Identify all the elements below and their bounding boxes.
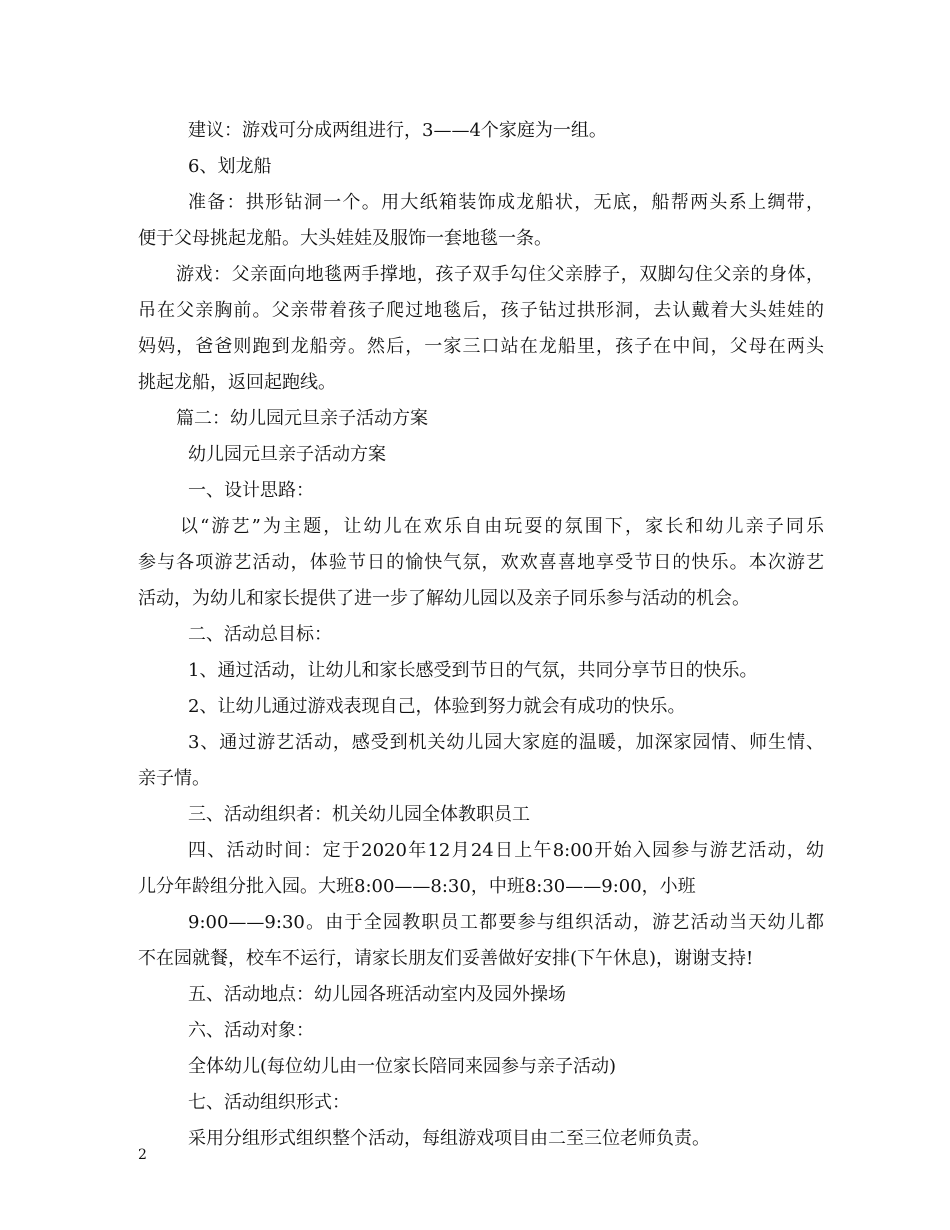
text-line: 亲子情。: [138, 768, 210, 789]
text-line: 3、通过游艺活动，感受到机关幼儿园大家庭的温暖，加深家园情、师生情、: [188, 732, 824, 753]
text-line: 采用分组形式组织整个活动，每组游戏项目由二至三位老师负责。: [188, 1128, 710, 1149]
text-line: 五、活动地点：幼儿园各班活动室内及园外操场: [188, 984, 566, 1005]
text-line: 一、设计思路：: [188, 480, 314, 501]
text-line: 挑起龙船，返回起跑线。: [138, 372, 336, 393]
page-number: 2: [138, 1147, 147, 1163]
text-line: 妈妈，爸爸则跑到龙船旁。然后，一家三口站在龙船里，孩子在中间，父母在两头: [138, 336, 824, 357]
text-line: 二、活动总目标：: [188, 624, 332, 645]
text-line: 六、活动对象：: [188, 1020, 314, 1041]
text-line: 6、划龙船: [188, 156, 272, 177]
text-line: 活动，为幼儿和家长提供了进一步了解幼儿园以及亲子同乐参与活动的机会。: [138, 588, 750, 609]
text-line: 游戏：父亲面向地毯两手撑地，孩子双手勾住父亲脖子，双脚勾住父亲的身体，: [176, 264, 824, 285]
section-heading: 篇二：幼儿园元旦亲子活动方案: [176, 408, 428, 429]
text-line: 全体幼儿(每位幼儿由一位家长陪同来园参与亲子活动): [188, 1056, 617, 1077]
text-line: 吊在父亲胸前。父亲带着孩子爬过地毯后，孩子钻过拱形洞，去认戴着大头娃娃的: [138, 300, 824, 321]
text-line: 以“游艺”为主题，让幼儿在欢乐自由玩耍的氛围下，家长和幼儿亲子同乐: [180, 516, 824, 537]
text-line: 9:00——9:30。由于全园教职员工都要参与组织活动，游艺活动当天幼儿都: [188, 912, 824, 933]
text-line: 2、让幼儿通过游戏表现自己，体验到努力就会有成功的快乐。: [188, 696, 686, 717]
text-line: 准备：拱形钻洞一个。用大纸箱装饰成龙船状，无底，船帮两头系上绸带，: [188, 192, 824, 213]
text-line: 三、活动组织者：机关幼儿园全体教职员工: [188, 804, 530, 825]
text-line: 不在园就餐，校车不运行，请家长朋友们妥善做好安排(下午休息)，谢谢支持!: [138, 948, 754, 969]
text-line: 七、活动组织形式：: [188, 1092, 350, 1113]
text-line: 1、通过活动，让幼儿和家长感受到节日的气氛，共同分享节日的快乐。: [188, 660, 758, 681]
text-line: 建议：游戏可分成两组进行，3——4个家庭为一组。: [188, 120, 607, 141]
text-line: 参与各项游艺活动，体验节日的愉快气氛，欢欢喜喜地享受节日的快乐。本次游艺: [138, 552, 824, 573]
text-line: 儿分年龄组分批入园。大班8:00——8:30，中班8:30——9:00，小班: [138, 876, 696, 897]
document-title: 幼儿园元旦亲子活动方案: [188, 444, 386, 465]
text-line: 四、活动时间：定于2020年12月24日上午8:00开始入园参与游艺活动，幼: [188, 840, 824, 861]
text-line: 便于父母挑起龙船。大头娃娃及服饰一套地毯一条。: [138, 228, 552, 249]
